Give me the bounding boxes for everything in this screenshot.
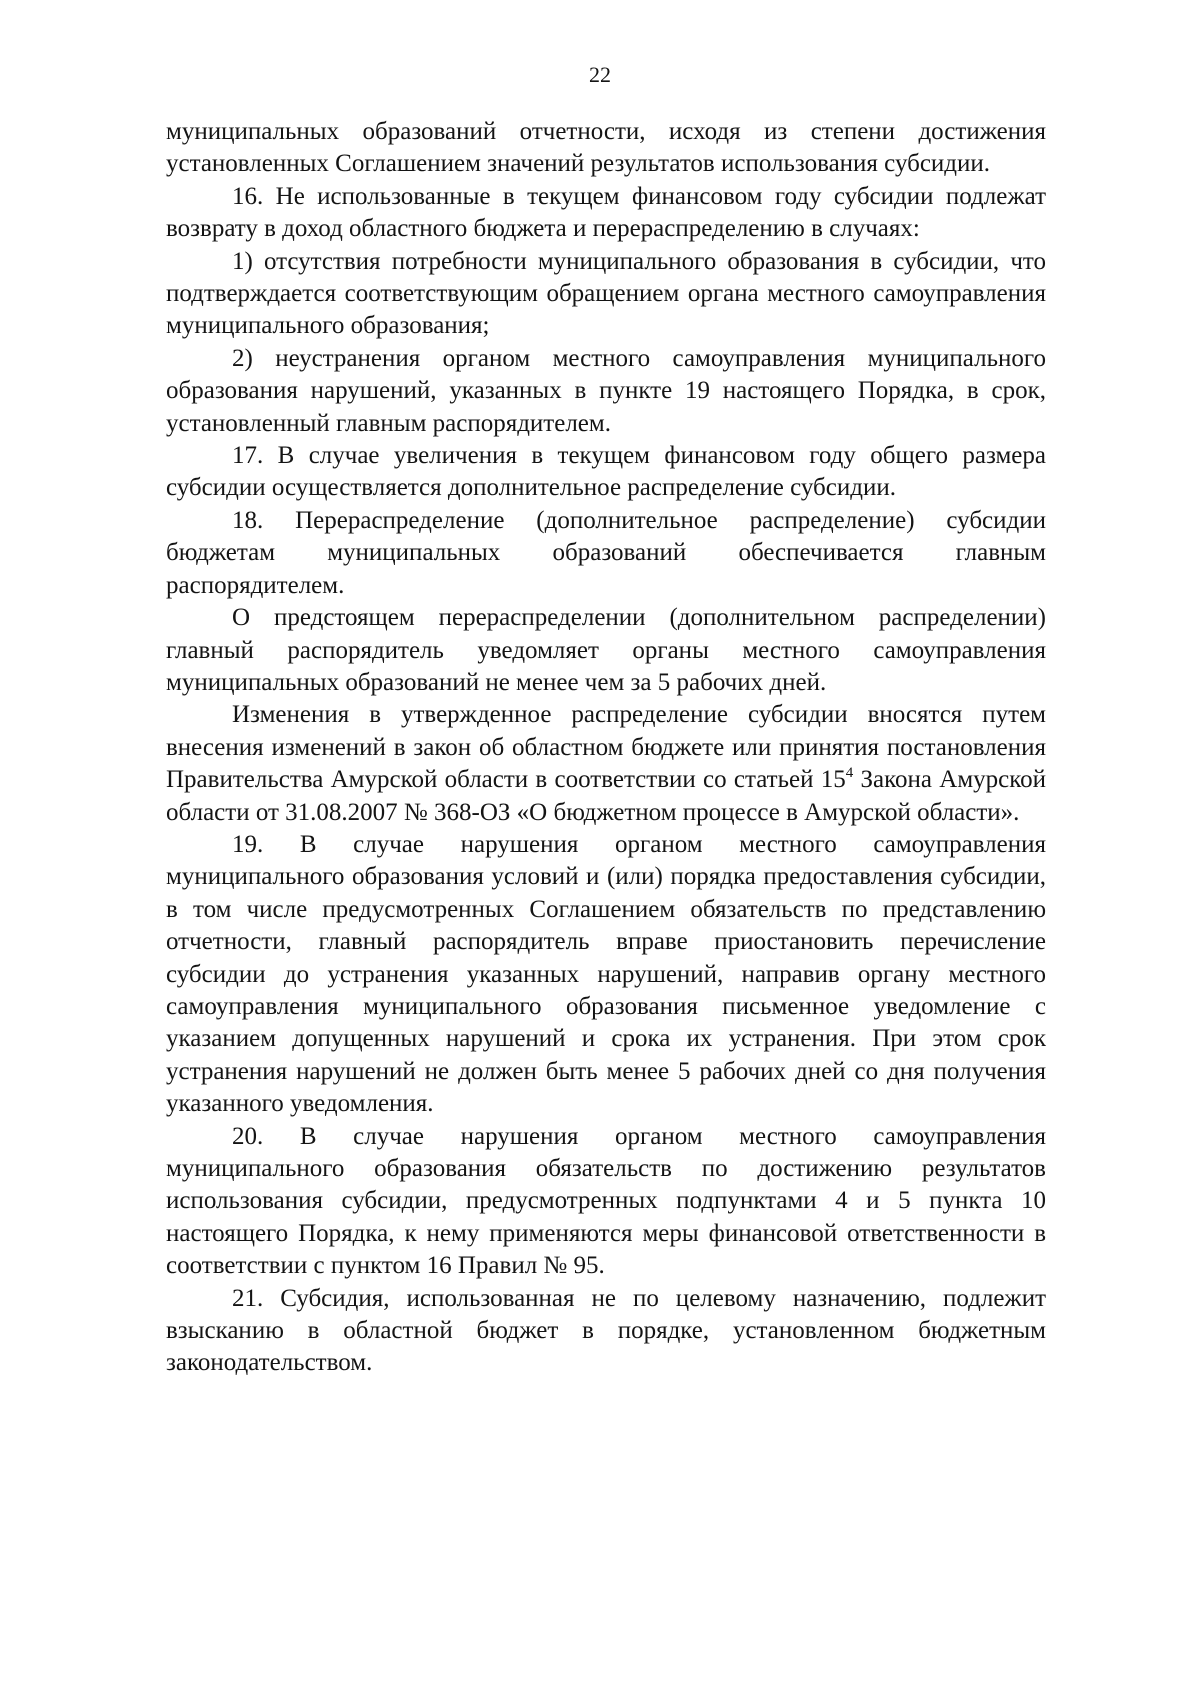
paragraph-18-changes-text: Изменения в утвержденное распределение субсидии вносятся путем внесения изменений в закон об областном бюджете или принятия постановления Правительства Амурской области в соответствии со статьей 15 — [166, 701, 1046, 794]
paragraph-18-changes-text-end: Закона Амурской области от 31.08.2007 № 368-ОЗ «О бюджетном процессе в Амурской области». — [166, 766, 1047, 826]
paragraph-16-item-2: 2) неустранения органом местного самоуправления муниципального образования нарушений, указанных в пункте 19 настоящего Порядка, в срок, установленный главным распорядителем. — [166, 344, 1046, 437]
page-number: 22 — [589, 62, 611, 87]
paragraph-16: 16. Не использованные в текущем финансовом году субсидии подлежат возврату в доход областного бюджета и перераспределению в случаях: — [166, 182, 1046, 243]
paragraph-19: 19. В случае нарушения органом местного самоуправления муниципального образования условий и (или) порядка предоставления субсидии, в том числе предусмотренных Соглашением обязательств по представлению отчетности, главный распорядитель вправе приостановить перечисление субсидии до устранения указанных нарушений, направив органу местного самоуправления муниципального образования письменное уведомление с указанием допущенных нарушений и срока их устранения. При этом срок устранения нарушений не должен быть менее 5 рабочих дней со дня получения указанного уведомления. — [166, 830, 1046, 1118]
paragraph-21: 21. Субсидия, использованная не по целевому назначению, подлежит взысканию в областной бюджет в порядке, установленном бюджетным законодательством. — [166, 1284, 1046, 1377]
paragraph-18: 18. Перераспределение (дополнительное распределение) субсидии бюджетам муниципальных образований обеспечивается главным распорядителем. — [166, 506, 1046, 599]
paragraph-18-notice: О предстоящем перераспределении (дополнительном распределении) главный распорядитель уведомляет органы местного самоуправления муниципальных образований не менее чем за 5 рабочих дней. — [166, 604, 1046, 696]
paragraph-20: 20. В случае нарушения органом местного самоуправления муниципального образования обязательств по достижению результатов использования субсидии, предусмотренных подпунктами 4 и 5 пункта 10 настоящего Порядка, к нему применяются меры финансовой ответственности в соответствии с пунктом 16 Правил № 95. — [166, 1122, 1046, 1280]
paragraph-continuation: муниципальных образований отчетности, исходя из степени достижения установленных Соглашением значений результатов использования субсидии. — [166, 118, 1046, 178]
paragraph-16-item-1: 1) отсутствия потребности муниципального образования в субсидии, что подтверждается соответствующим обращением органа местного самоуправления муниципального образования; — [166, 247, 1046, 340]
paragraph-18-changes — [166, 699, 1046, 829]
article-superscript: 4 — [845, 765, 854, 782]
document-body — [166, 116, 1046, 1380]
paragraph-17: 17. В случае увеличения в текущем финансовом году общего размера субсидии осуществляется дополнительное распределение субсидии. — [166, 442, 1046, 502]
